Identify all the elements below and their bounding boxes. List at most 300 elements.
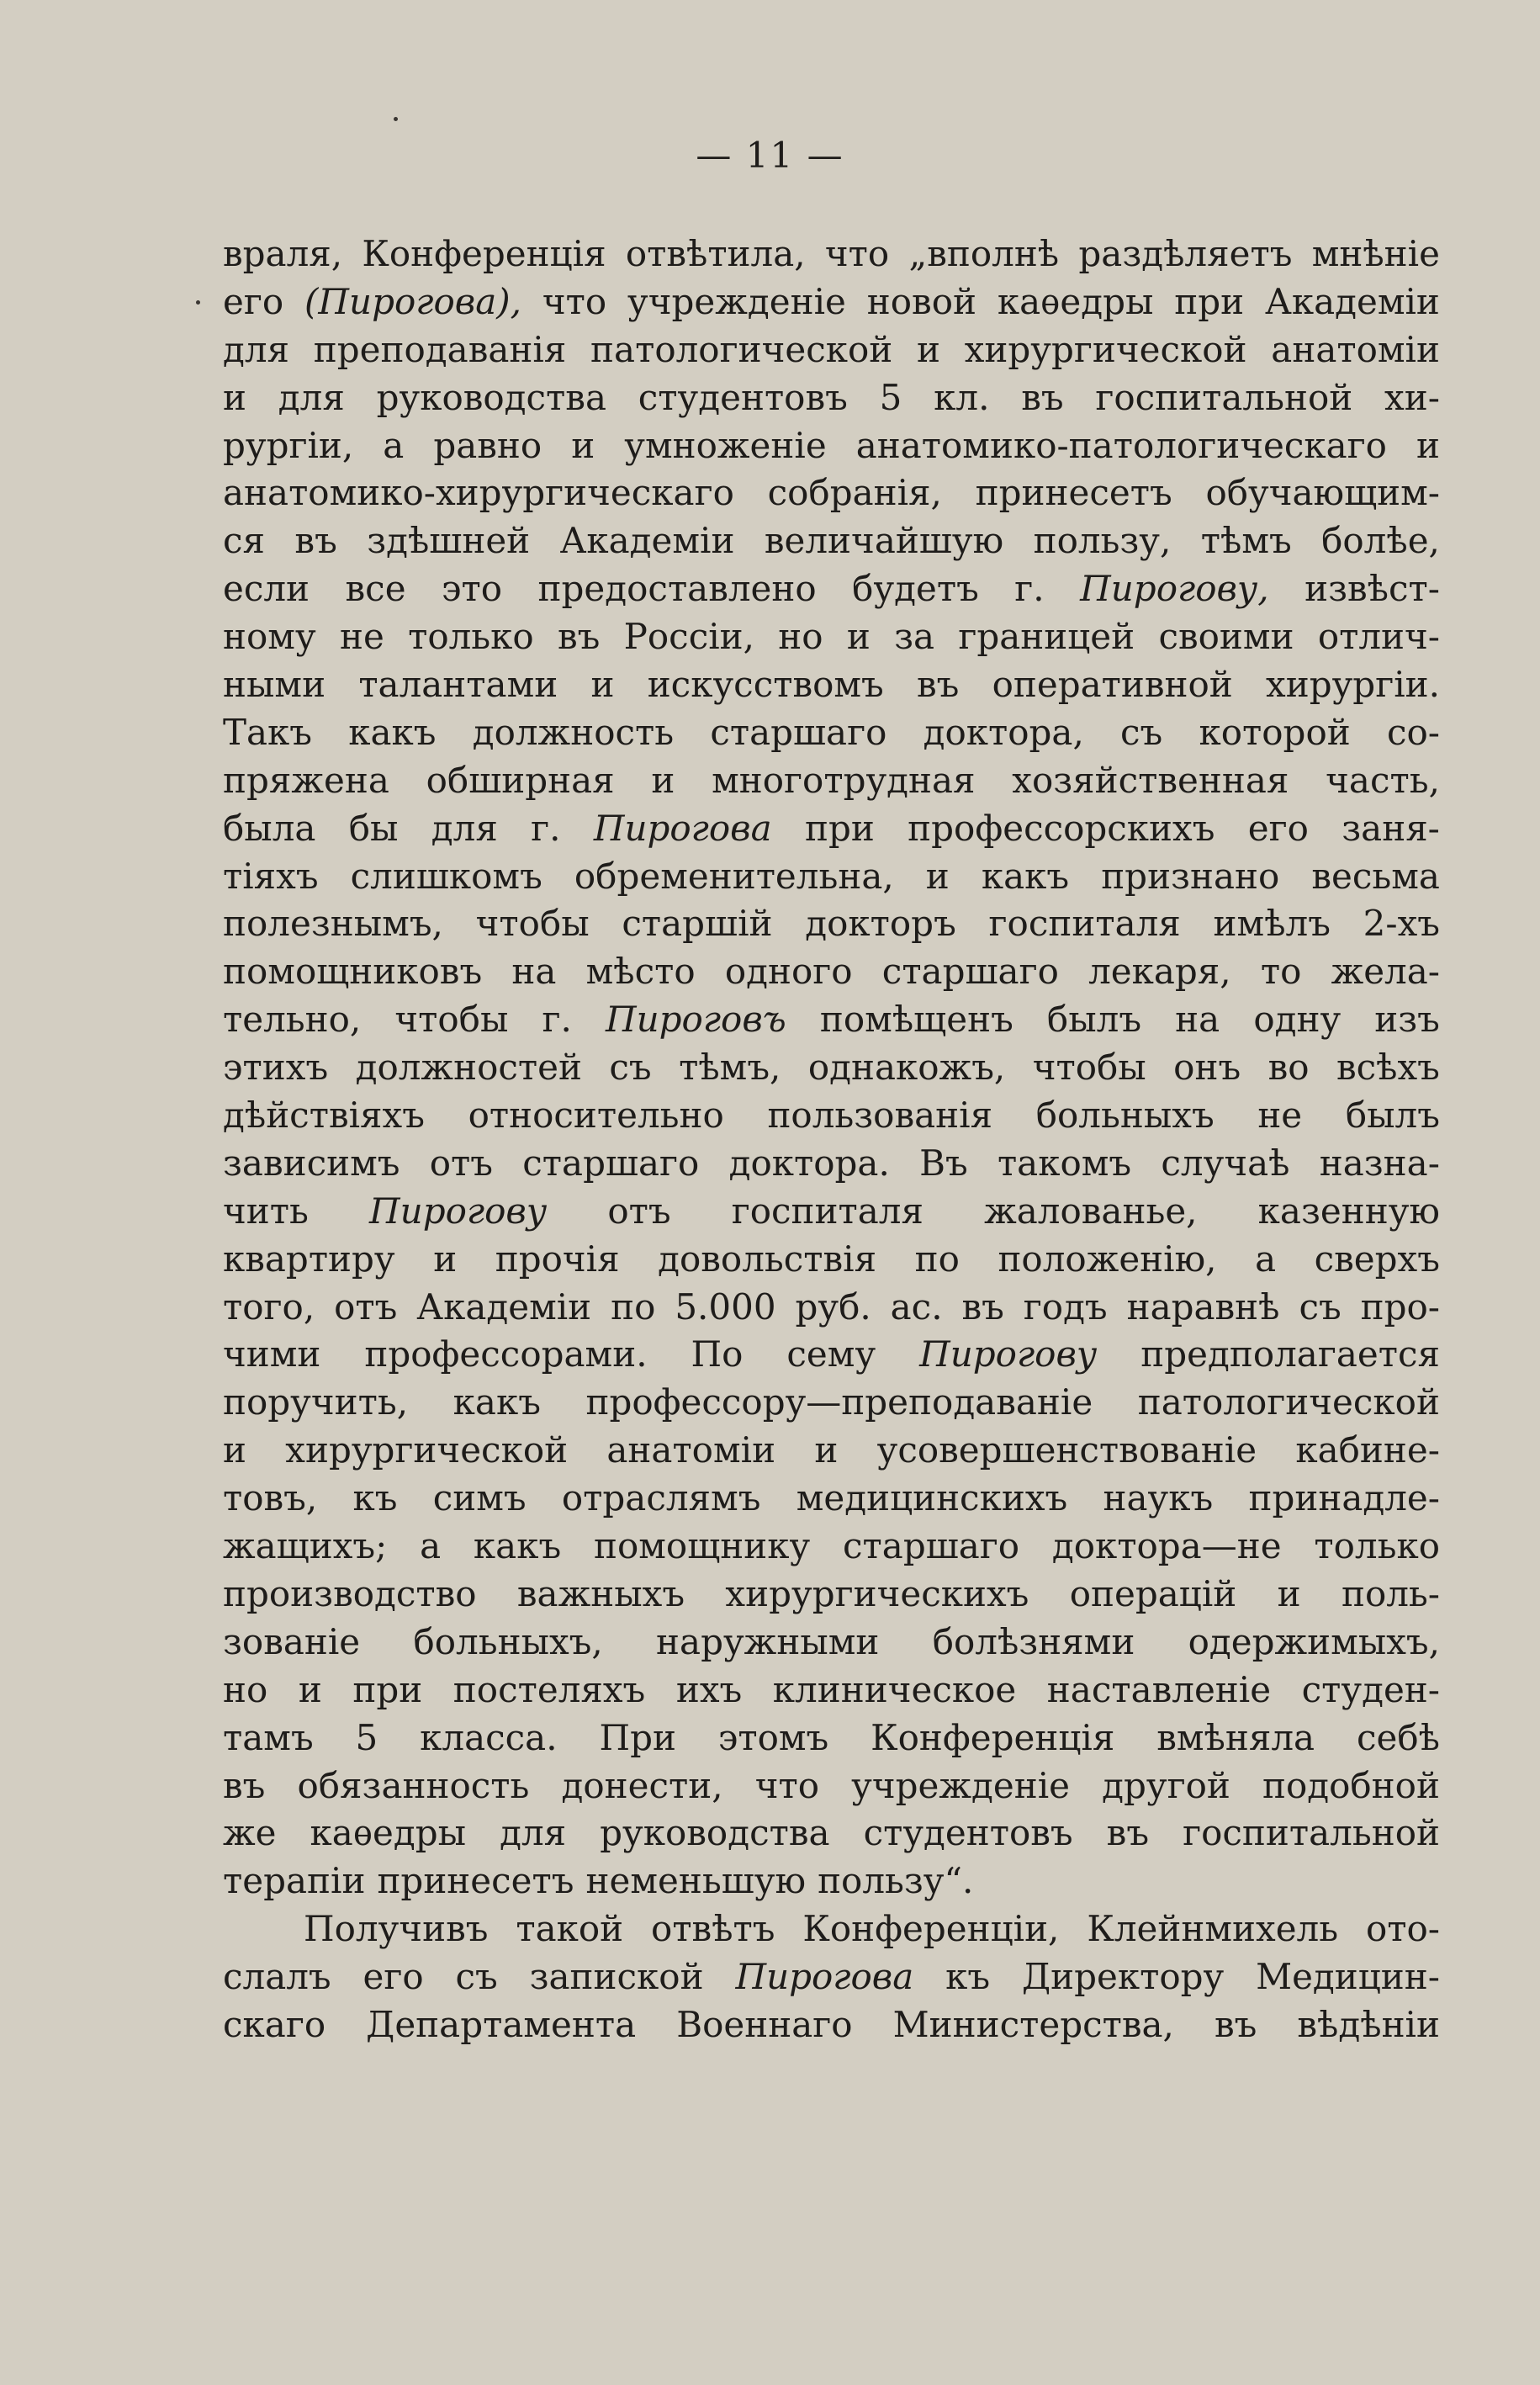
word: товъ, bbox=[223, 1477, 318, 1519]
word: запиской bbox=[529, 1956, 704, 1998]
word: профессорами. bbox=[364, 1333, 648, 1375]
word: Пирогова bbox=[593, 807, 772, 849]
word: и bbox=[925, 855, 950, 897]
word: пользованія bbox=[767, 1094, 993, 1137]
word: тамъ bbox=[223, 1716, 314, 1758]
word: Въ bbox=[919, 1142, 968, 1184]
word: сверхъ bbox=[1314, 1238, 1440, 1280]
word: вмѣняла bbox=[1156, 1716, 1315, 1758]
word: учрежденіе bbox=[627, 280, 846, 322]
text-line bbox=[223, 853, 1440, 901]
word: 5 bbox=[355, 1716, 378, 1758]
word: Академіи bbox=[559, 520, 735, 562]
word: чтобы bbox=[475, 903, 590, 945]
word: собранія, bbox=[767, 472, 942, 514]
text-line bbox=[223, 1762, 1440, 1810]
word: Получивъ bbox=[304, 1908, 489, 1950]
word: студен- bbox=[1301, 1668, 1440, 1710]
word: усовершенствованіе bbox=[876, 1429, 1257, 1471]
word: и bbox=[223, 1429, 246, 1471]
text-line bbox=[223, 326, 1440, 374]
word: его bbox=[223, 280, 284, 322]
word: изъ bbox=[1374, 999, 1440, 1041]
word: Академіи bbox=[1265, 280, 1440, 322]
text-line bbox=[223, 1523, 1440, 1571]
word: преподаванія bbox=[313, 328, 567, 370]
text-line bbox=[223, 1427, 1440, 1475]
word: извѣст- bbox=[1305, 568, 1440, 610]
text-line bbox=[223, 1571, 1440, 1619]
word: наукъ bbox=[1103, 1477, 1214, 1519]
word: относительно bbox=[468, 1094, 724, 1137]
word: жащихъ; bbox=[223, 1525, 388, 1567]
word: хи- bbox=[1384, 376, 1440, 418]
text-line bbox=[223, 1905, 1440, 1953]
word: тельно, bbox=[223, 999, 362, 1041]
word: наставленіе bbox=[1046, 1668, 1272, 1710]
word: Военнаго bbox=[676, 2003, 853, 2045]
word: госпиталя bbox=[731, 1190, 923, 1232]
word: была bbox=[223, 807, 316, 849]
word: только bbox=[1314, 1525, 1440, 1567]
word: помощнику bbox=[593, 1525, 811, 1567]
word: Департамента bbox=[366, 2003, 637, 2045]
word: 5.000 bbox=[675, 1285, 776, 1328]
text-line bbox=[223, 948, 1440, 996]
word: новой bbox=[866, 280, 976, 322]
word: госпиталя bbox=[988, 903, 1181, 945]
word: важныхъ bbox=[516, 1572, 685, 1614]
word: въ bbox=[1214, 2003, 1257, 2045]
word: себѣ bbox=[1356, 1716, 1440, 1758]
word: патологической bbox=[1137, 1381, 1440, 1423]
word: хозяйственная bbox=[1012, 759, 1289, 801]
word: на bbox=[511, 951, 557, 993]
word: принесетъ bbox=[975, 472, 1172, 514]
word: наружными bbox=[656, 1620, 880, 1662]
text-line bbox=[223, 374, 1440, 422]
word: годъ bbox=[1023, 1285, 1108, 1328]
word: этомъ bbox=[717, 1716, 829, 1758]
word: зованіе bbox=[223, 1620, 361, 1662]
word: каѳедры bbox=[997, 280, 1154, 322]
word: Пирогову, bbox=[1080, 568, 1269, 610]
word: старшій bbox=[622, 903, 773, 945]
word: анатоміи bbox=[1271, 328, 1440, 370]
word: больныхъ, bbox=[413, 1620, 603, 1662]
word: старшаго bbox=[710, 711, 887, 753]
word: своими bbox=[1158, 616, 1294, 658]
word: ными bbox=[223, 664, 326, 706]
word: ото- bbox=[1365, 1908, 1440, 1950]
word: кл. bbox=[934, 376, 990, 418]
word: равно bbox=[433, 424, 542, 466]
word: его bbox=[363, 1956, 424, 1998]
word: производство bbox=[223, 1572, 477, 1614]
word: болѣзнями bbox=[932, 1620, 1135, 1662]
word: пользу“. bbox=[818, 1860, 974, 1902]
word: Конференція bbox=[871, 1716, 1115, 1758]
word: госпитальной bbox=[1183, 1812, 1440, 1854]
word: при bbox=[352, 1668, 423, 1710]
word: если bbox=[223, 568, 310, 610]
word: тіяхъ bbox=[223, 855, 319, 897]
word: съ bbox=[455, 1956, 498, 1998]
word: старшаго bbox=[881, 951, 1059, 993]
word: патологической bbox=[590, 328, 893, 370]
word: ному bbox=[223, 616, 316, 658]
word: какъ bbox=[981, 855, 1070, 897]
word: докторъ bbox=[805, 903, 956, 945]
word: въ bbox=[917, 664, 960, 706]
word: принадле- bbox=[1248, 1477, 1440, 1519]
word: ся bbox=[223, 520, 266, 562]
word: при bbox=[804, 807, 875, 849]
word: дѣйствіяхъ bbox=[223, 1094, 425, 1137]
word: квартиру bbox=[223, 1238, 395, 1280]
word: это bbox=[442, 568, 503, 610]
word: не bbox=[1257, 1094, 1303, 1137]
text-line bbox=[223, 517, 1440, 565]
word: Директору bbox=[1021, 1956, 1225, 1998]
word: этихъ bbox=[223, 1047, 329, 1089]
word: подобной bbox=[1262, 1764, 1440, 1806]
word: класса. bbox=[420, 1716, 558, 1758]
word: обучающим- bbox=[1205, 472, 1440, 514]
body-text bbox=[223, 231, 1440, 2049]
word: въ bbox=[223, 1764, 266, 1806]
word: назна- bbox=[1319, 1142, 1440, 1184]
word: съ bbox=[609, 1047, 652, 1089]
word: терапіи bbox=[223, 1860, 366, 1902]
word: каѳедры bbox=[310, 1812, 467, 1854]
word: то bbox=[1260, 951, 1302, 993]
page-number: — 11 — bbox=[696, 135, 844, 176]
word: для bbox=[223, 328, 290, 370]
word: чими bbox=[223, 1333, 321, 1375]
word: здѣшней bbox=[367, 520, 531, 562]
word: „вполнѣ bbox=[908, 233, 1060, 274]
word: отъ bbox=[607, 1190, 671, 1232]
word: старшаго bbox=[522, 1142, 700, 1184]
word: враля, bbox=[223, 233, 343, 274]
word: одного bbox=[724, 951, 853, 993]
word: всѣхъ bbox=[1336, 1047, 1440, 1089]
word: донести, bbox=[561, 1764, 723, 1806]
text-line bbox=[223, 2001, 1440, 2049]
word: анатомико-хирургическаго bbox=[223, 472, 734, 514]
word: Такъ bbox=[223, 711, 313, 753]
word: многотрудная bbox=[712, 759, 976, 801]
word: на bbox=[1175, 999, 1220, 1041]
word: отъ bbox=[429, 1142, 494, 1184]
text-line bbox=[223, 1667, 1440, 1715]
word: При bbox=[599, 1716, 676, 1758]
word: Россіи, bbox=[623, 616, 755, 658]
text-line bbox=[223, 900, 1440, 948]
word: Клейнмихель bbox=[1087, 1908, 1339, 1950]
word: отвѣтила, bbox=[625, 233, 806, 274]
word: рургіи, bbox=[223, 424, 354, 466]
text-line bbox=[223, 1619, 1440, 1667]
text-line bbox=[223, 1044, 1440, 1092]
ink-speck bbox=[394, 117, 398, 121]
word: симъ bbox=[432, 1477, 527, 1519]
word: въ bbox=[1106, 1812, 1150, 1854]
text-line bbox=[223, 757, 1440, 805]
word: признано bbox=[1101, 855, 1280, 897]
word: должность bbox=[472, 711, 675, 753]
word: а bbox=[383, 424, 405, 466]
word: зависимъ bbox=[223, 1142, 400, 1184]
text-line bbox=[223, 1284, 1440, 1332]
word: студентовъ bbox=[863, 1812, 1073, 1854]
word: руководства bbox=[600, 1812, 830, 1854]
word: по bbox=[611, 1285, 656, 1328]
word: неменьшую bbox=[585, 1860, 807, 1902]
word: тѣмъ bbox=[1200, 520, 1292, 562]
word: и bbox=[571, 424, 595, 466]
word: вѣдѣніи bbox=[1297, 2003, 1440, 2045]
word: талантами bbox=[358, 664, 558, 706]
text-line bbox=[223, 469, 1440, 517]
word: не bbox=[339, 616, 384, 658]
text-line bbox=[223, 278, 1440, 326]
word: въ bbox=[961, 1285, 1004, 1328]
word: госпитальной bbox=[1095, 376, 1353, 418]
word: предполагается bbox=[1140, 1333, 1440, 1375]
word: но bbox=[223, 1668, 268, 1710]
word: про- bbox=[1360, 1285, 1440, 1328]
word: для bbox=[500, 1812, 567, 1854]
word: хирургической bbox=[285, 1429, 569, 1471]
word: 5 bbox=[879, 376, 902, 418]
word: мѣсто bbox=[585, 951, 696, 993]
word: его bbox=[1247, 807, 1309, 849]
text-line bbox=[223, 1858, 1440, 1905]
word: пряжена bbox=[223, 759, 389, 801]
text-line bbox=[223, 1140, 1440, 1188]
word: и bbox=[298, 1668, 322, 1710]
word: часть, bbox=[1326, 759, 1440, 801]
word: жалованье, bbox=[984, 1190, 1198, 1232]
word: (Пирогова), bbox=[304, 280, 521, 322]
text-line bbox=[223, 422, 1440, 470]
word: но bbox=[778, 616, 823, 658]
word: кабине- bbox=[1295, 1429, 1440, 1471]
word: г. bbox=[542, 999, 572, 1041]
word: обязанность bbox=[297, 1764, 530, 1806]
word: анатомико-патологическаго bbox=[855, 424, 1387, 466]
word: весьма bbox=[1311, 855, 1440, 897]
word: умноженіе bbox=[624, 424, 827, 466]
word: мнѣніе bbox=[1311, 233, 1440, 274]
word: сему bbox=[786, 1333, 876, 1375]
word: чтобы bbox=[1032, 1047, 1146, 1089]
word: Конференція bbox=[362, 233, 606, 274]
word: слалъ bbox=[223, 1956, 331, 1998]
text-line bbox=[223, 231, 1440, 278]
word: только bbox=[408, 616, 534, 658]
word: заня- bbox=[1342, 807, 1440, 849]
word: учрежденіе bbox=[851, 1764, 1070, 1806]
word: 2-хъ bbox=[1363, 903, 1440, 945]
word: поручить, bbox=[223, 1381, 409, 1423]
word: отвѣтъ bbox=[651, 1908, 775, 1950]
word: г. bbox=[1014, 568, 1045, 610]
word: принесетъ bbox=[377, 1860, 574, 1902]
word: ихъ bbox=[675, 1668, 743, 1710]
text-line bbox=[223, 613, 1440, 661]
word: хирургіи. bbox=[1266, 664, 1440, 706]
word: и bbox=[1416, 424, 1440, 466]
word: другой bbox=[1102, 1764, 1230, 1806]
word: при bbox=[1174, 280, 1245, 322]
text-line bbox=[223, 1953, 1440, 2001]
word: искусствомъ bbox=[647, 664, 884, 706]
word: клиническое bbox=[772, 1668, 1017, 1710]
word: границей bbox=[958, 616, 1135, 658]
word: къ bbox=[352, 1477, 398, 1519]
text-line bbox=[223, 709, 1440, 757]
word: и bbox=[223, 376, 246, 418]
word: Пирогову bbox=[369, 1190, 548, 1232]
word: прочія bbox=[495, 1238, 620, 1280]
word: такой bbox=[516, 1908, 624, 1950]
word: и bbox=[916, 328, 940, 370]
word: и bbox=[1277, 1572, 1301, 1614]
word: случаѣ bbox=[1161, 1142, 1290, 1184]
word: доктора, bbox=[923, 711, 1084, 753]
word: слишкомъ bbox=[350, 855, 542, 897]
word: во bbox=[1267, 1047, 1310, 1089]
word: съ bbox=[1299, 1285, 1342, 1328]
word: какъ bbox=[452, 1381, 541, 1423]
word: того, bbox=[223, 1285, 315, 1328]
word: руб. bbox=[795, 1285, 871, 1328]
word: однакожъ, bbox=[807, 1047, 1006, 1089]
word: скаго bbox=[223, 2003, 326, 2045]
word: доктора. bbox=[728, 1142, 890, 1184]
word: Академіи bbox=[416, 1285, 592, 1328]
word: студентовъ bbox=[638, 376, 848, 418]
word: медицинскихъ bbox=[796, 1477, 1068, 1519]
text-line bbox=[223, 1475, 1440, 1523]
word: въ bbox=[294, 520, 337, 562]
word: хирургическихъ bbox=[725, 1572, 1029, 1614]
word: какъ bbox=[348, 711, 437, 753]
word: въ bbox=[557, 616, 601, 658]
word: и bbox=[590, 664, 615, 706]
word: имѣлъ bbox=[1213, 903, 1331, 945]
word: оперативной bbox=[992, 664, 1233, 706]
text-line bbox=[223, 1810, 1440, 1858]
word: старшаго bbox=[843, 1525, 1020, 1567]
word: одержимыхъ, bbox=[1188, 1620, 1440, 1662]
word: для bbox=[278, 376, 345, 418]
word: отлич- bbox=[1317, 616, 1440, 658]
word: профессорскихъ bbox=[908, 807, 1215, 849]
word: которой bbox=[1199, 711, 1351, 753]
word: по bbox=[914, 1238, 960, 1280]
word: довольствія bbox=[658, 1238, 877, 1280]
word: обширная bbox=[426, 759, 615, 801]
word: наравнѣ bbox=[1126, 1285, 1280, 1328]
word: бы bbox=[348, 807, 399, 849]
word: для bbox=[431, 807, 498, 849]
word: полезнымъ, bbox=[223, 903, 443, 945]
word: а bbox=[420, 1525, 442, 1567]
word: Министерства, bbox=[892, 2003, 1174, 2045]
text-line bbox=[223, 1188, 1440, 1236]
text-line bbox=[223, 1379, 1440, 1427]
word: Медицин- bbox=[1256, 1956, 1440, 1998]
word: обременительна, bbox=[574, 855, 894, 897]
word: будетъ bbox=[852, 568, 979, 610]
word: что bbox=[542, 280, 607, 322]
word: за bbox=[894, 616, 935, 658]
word: казенную bbox=[1257, 1190, 1440, 1232]
word: съ bbox=[1120, 711, 1163, 753]
word: Пирогова bbox=[735, 1956, 914, 1998]
word: и bbox=[651, 759, 675, 801]
word: былъ bbox=[1345, 1094, 1440, 1137]
word: должностей bbox=[355, 1047, 582, 1089]
ink-speck bbox=[196, 300, 200, 305]
word: помѣщенъ bbox=[819, 999, 1013, 1041]
word: отраслямъ bbox=[561, 1477, 761, 1519]
word: одну bbox=[1253, 999, 1342, 1041]
word: онъ bbox=[1173, 1047, 1241, 1089]
word: помощниковъ bbox=[223, 951, 483, 993]
word: лекаря, bbox=[1088, 951, 1231, 993]
word: со- bbox=[1386, 711, 1440, 753]
word: же bbox=[223, 1812, 277, 1854]
text-line bbox=[223, 661, 1440, 709]
word: былъ bbox=[1046, 999, 1142, 1041]
word: и bbox=[814, 1429, 839, 1471]
word: Пирогову bbox=[919, 1333, 1098, 1375]
word: г. bbox=[531, 807, 561, 849]
word: Конференціи, bbox=[802, 1908, 1060, 1950]
word: ас. bbox=[890, 1285, 943, 1328]
word: а bbox=[1255, 1238, 1277, 1280]
word: что bbox=[824, 233, 890, 274]
text-line bbox=[223, 1236, 1440, 1284]
word: больныхъ bbox=[1035, 1094, 1215, 1137]
word: къ bbox=[945, 1956, 991, 1998]
word: профессору—преподаваніе bbox=[585, 1381, 1093, 1423]
word: въ bbox=[1021, 376, 1064, 418]
word: операцій bbox=[1069, 1572, 1237, 1614]
word: желa- bbox=[1331, 951, 1440, 993]
word: постеляхъ bbox=[452, 1668, 646, 1710]
word: такомъ bbox=[997, 1142, 1132, 1184]
word: и bbox=[433, 1238, 458, 1280]
word: предоставлено bbox=[537, 568, 817, 610]
word: положенію, bbox=[998, 1238, 1217, 1280]
text-line bbox=[223, 565, 1440, 613]
word: раздѣляетъ bbox=[1078, 233, 1293, 274]
word: тѣмъ, bbox=[679, 1047, 781, 1089]
word: болѣе, bbox=[1321, 520, 1440, 562]
word: пользу, bbox=[1033, 520, 1172, 562]
text-line bbox=[223, 996, 1440, 1044]
text-line bbox=[223, 1331, 1440, 1379]
word: хирургической bbox=[964, 328, 1247, 370]
word: анатоміи bbox=[606, 1429, 776, 1471]
word: доктора—не bbox=[1051, 1525, 1282, 1567]
